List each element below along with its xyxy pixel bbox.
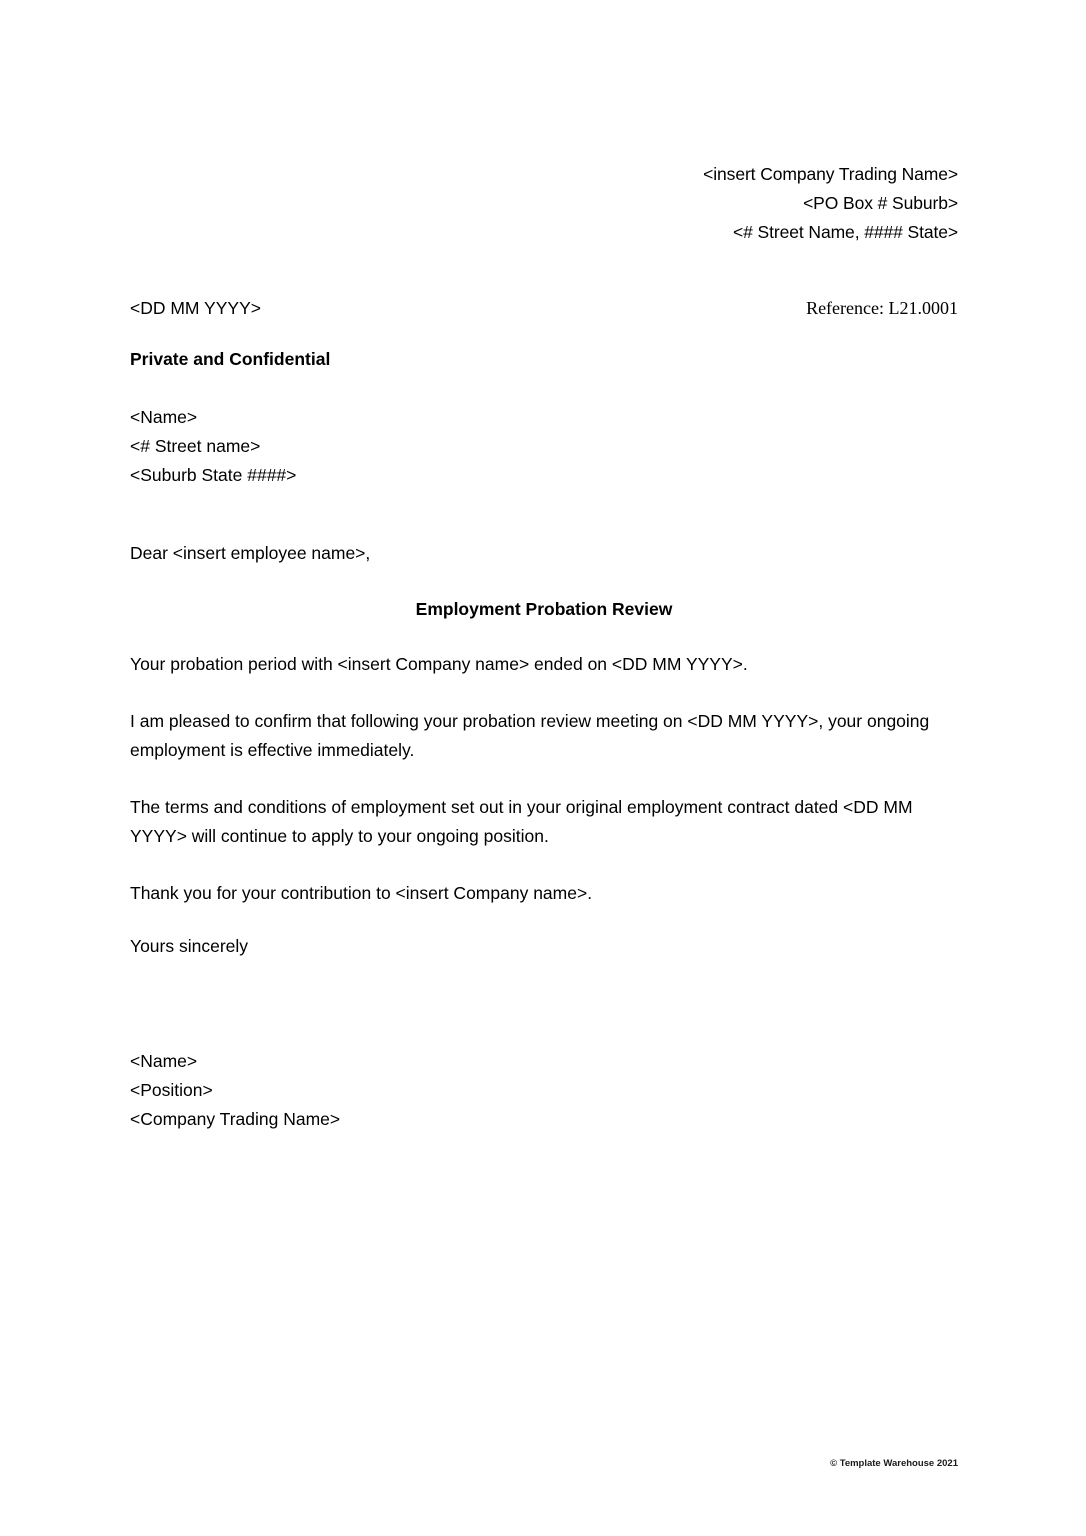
recipient-address-block (130, 403, 296, 490)
body-paragraph-3: The terms and conditions of employment set out in your original employment contract dated <DD MM YYYY> will continue to apply to your ongoing position. (130, 797, 913, 846)
signatory-name: <Name> (130, 1051, 198, 1071)
signature-block (130, 1047, 340, 1134)
recipient-street: <# Street name> (130, 436, 261, 456)
signoff: Yours sincerely (130, 936, 249, 956)
date-reference-row (130, 296, 958, 320)
recipient-name: <Name> (130, 407, 198, 427)
signatory-company: <Company Trading Name> (130, 1109, 341, 1129)
reference-number: Reference: L21.0001 (806, 298, 958, 318)
letter-body (130, 650, 942, 908)
subject-heading: Employment Probation Review (415, 599, 673, 619)
letterhead-street-address: <# Street Name, #### State> (733, 222, 958, 242)
recipient-suburb-state-postcode: <Suburb State ####> (130, 465, 297, 485)
letter-date: <DD MM YYYY> (130, 298, 261, 318)
letterhead-company-name: <insert Company Trading Name> (703, 164, 958, 184)
body-paragraph-1: Your probation period with <insert Company name> ended on <DD MM YYYY>. (130, 654, 748, 674)
letterhead-block (130, 160, 958, 247)
page-footer-copyright: © Template Warehouse 2021 (830, 1458, 958, 1469)
body-paragraph-4: Thank you for your contribution to <insert Company name>. (130, 883, 593, 903)
salutation: Dear <insert employee name>, (130, 543, 371, 563)
letterhead-po-box: <PO Box # Suburb> (803, 193, 958, 213)
confidential-notice: Private and Confidential (130, 349, 331, 369)
signatory-position: <Position> (130, 1080, 213, 1100)
body-paragraph-2: I am pleased to confirm that following your probation review meeting on <DD MM YYYY>, your ongoing employment is effective immediately. (130, 711, 930, 760)
